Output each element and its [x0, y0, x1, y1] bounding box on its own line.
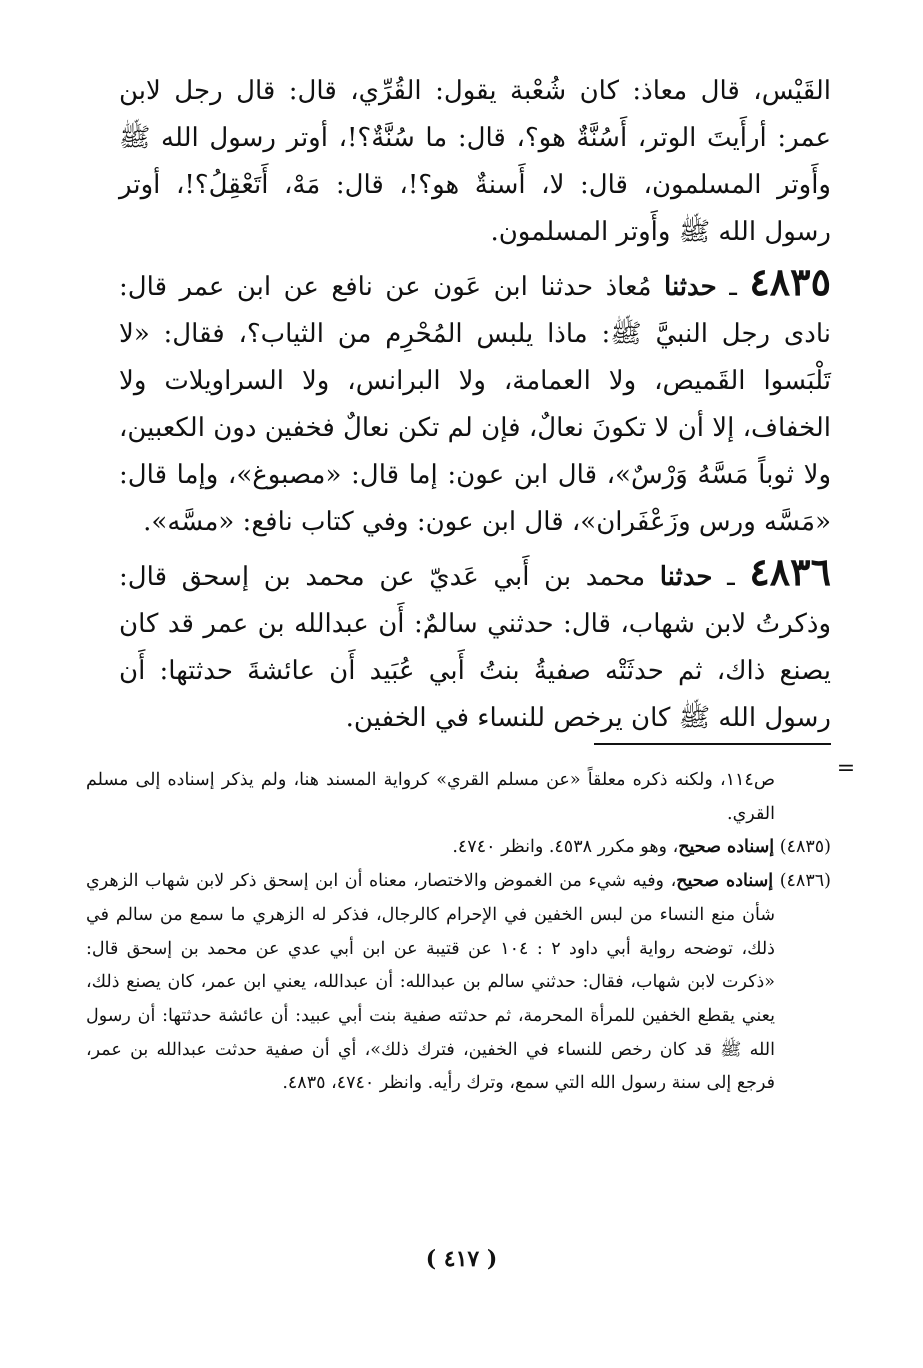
hadith-lead-word: حدثنا: [664, 272, 717, 302]
hadith-dash: ـ: [712, 562, 750, 592]
footnote-ref: (٤٨٣٦): [779, 871, 831, 892]
hadith-4835: [119, 258, 831, 546]
hadith-text: محمد بن أَبي عَديّ عن محمد بن إسحق قال: وذكرتُ لابن شهاب، قال: حدثني سالمٌ: أَن عبدالله بن عمر قد كان يصنع ذاك، ثم حدثَتْه صفيةُ بنتُ أَبي عُبَيد أَن عائشةَ حدثتها: أَن رسول الله ﷺ كان يرخص للنساء في الخفين.: [119, 562, 831, 733]
footnote-4835: [86, 831, 831, 865]
footnote-text: ، وفيه شيء من الغموض والاختصار، معناه أن ابن إسحق ذكر لابن شهاب الزهري شأن منع النساء من لبس الخفين في الإحرام كالرجال، فذكر له الزهري ما سمع من سالم في ذلك، توضحه رواية أبي داود ٢ : ١٠٤ عن قتيبة عن ابن أبي عدي عن محمد بن إسحق قال: «ذكرت لابن شهاب، فقال: حدثني سالم بن عبدالله: أن عبدالله، يعني ابن عمر، كان يصنع ذلك، يعني يقطع الخفين للمرأة المحرمة، ثم حدثته صفية بنت أبي عبيد: أن عائشة حدثتها: أن رسول الله ﷺ قد كان رخص للنساء في الخفين، فترك ذلك»، أي أن صفية حدثت عبدالله بن عمر، فرجع إلى سنة رسول الله التي سمع، وترك رأيه. وانظر ٤٧٤٠، ٤٨٣٥.: [86, 871, 775, 1094]
footnote-continuation: ص١١٤، ولكنه ذكره معلقاً «عن مسلم القري» كرواية المسند هنا، ولم يذكر إسناده إلى مسلم القري.: [86, 770, 775, 824]
footnote-grade: إسناده صحيح: [676, 871, 774, 892]
footnote-text: ، وهو مكرر ٤٥٣٨. وانظر ٤٧٤٠.: [452, 837, 679, 858]
hadith-number: ٤٨٣٦: [749, 549, 831, 594]
hadith-text: مُعاذ حدثنا ابن عَون عن نافع عن ابن عمر قال: نادى رجل النبيَّ ﷺ: ماذا يلبس المُحْرِم من الثياب؟، فقال: «لا تَلْبَسوا القَميص، ولا العمامة، ولا البرانس، ولا السراويلات ولا الخفاف، إلا أن لا تكونَ نعالٌ، فإن لم تكن نعالٌ فخفين دون الكعبين، ولا ثوباً مَسَّهُ وَرْسٌ»، قال ابن عون: إما قال: «مصبوغ»، وإما قال: «مَسَّه ورس وزَعْفَران»، قال ابن عون: وفي كتاب نافع: «مسَّه».: [119, 272, 831, 537]
footnote-grade: إسناده صحيح: [678, 837, 775, 858]
footnotes: [86, 764, 831, 1101]
hadith-4836: [119, 548, 831, 742]
footnote-4836: [86, 865, 831, 1101]
hadith-number: ٤٨٣٥: [749, 259, 831, 304]
hadith-continuation: القَيْس، قال معاذ: كان شُعْبة يقول: القُرِّي، قال: قال رجل لابن عمر: أرأَيتَ الوتر، أَسُنَّةٌ هو؟، قال: ما سُنَّةٌ؟!، أوتر رسول الله ﷺ وأَوتر المسلمون، قال: لا، أَسنةٌ هو؟!، قال: مَهْ، أَتَعْقِلُ؟!، أوتر رسول الله ﷺ وأَوتر المسلمون.: [119, 76, 831, 247]
hadith-lead-word: حدثنا: [659, 562, 713, 592]
page-number: ( ٤١٧ ): [425, 1246, 498, 1272]
footnote-continuation-marker: =: [836, 756, 856, 781]
footnote-separator: [594, 743, 831, 745]
footnote-ref: (٤٨٣٥): [779, 837, 831, 858]
main-text: [119, 68, 831, 742]
hadith-dash: ـ: [716, 272, 750, 302]
